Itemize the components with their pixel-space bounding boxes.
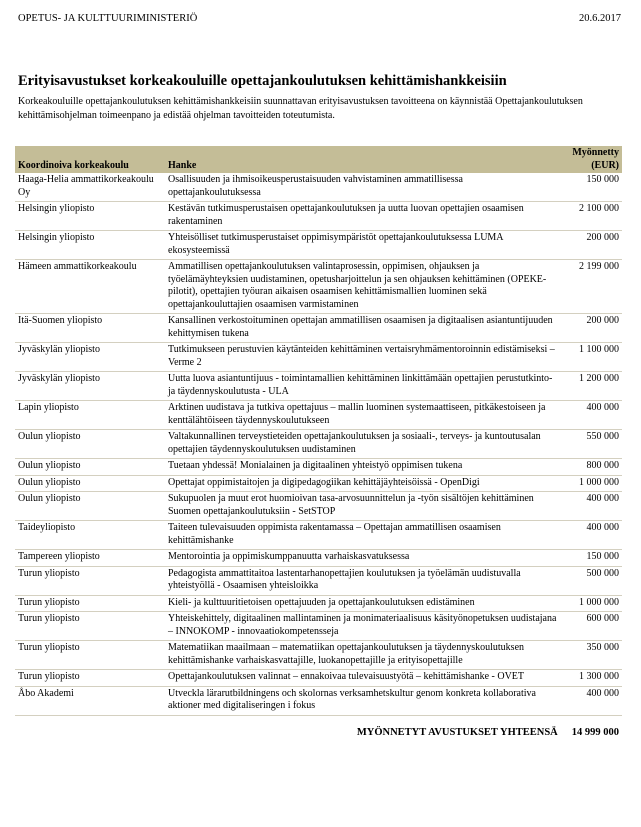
row-amount: 800 000 [560, 459, 622, 476]
row-project: Sukupuolen ja muut erot huomioivan tasa-arvosuunnittelun ja -työn sisältöjen kehittäminen Suomen opettajankoulutuksiin - SetSTOP [165, 492, 560, 521]
document-date: 20.6.2017 [579, 13, 621, 24]
row-project: Kestävän tutkimusperustaisen opettajankoulutuksen ja uutta luovan opettajien osaamisen rakentaminen [165, 202, 560, 231]
row-amount: 1 200 000 [560, 372, 622, 401]
row-project: Yhteisölliset tutkimusperustaiset oppimisympäristöt opettajankoulutuksessa LUMA ekosysteemissä [165, 231, 560, 260]
table-row [15, 641, 622, 670]
row-amount: 1 300 000 [560, 670, 622, 687]
row-coordinator: Turun yliopisto [15, 641, 165, 670]
row-amount: 1 100 000 [560, 343, 622, 372]
table-row [15, 314, 622, 343]
table-row [15, 521, 622, 550]
header-coordinator: Koordinoiva korkeakoulu [15, 146, 165, 173]
table-row [15, 612, 622, 641]
row-amount: 550 000 [560, 430, 622, 459]
row-coordinator: Turun yliopisto [15, 670, 165, 687]
row-amount: 200 000 [560, 314, 622, 343]
row-amount: 400 000 [560, 686, 622, 715]
table-row [15, 566, 622, 595]
row-project: Uutta luova asiantuntijuus - toimintamallien kehittäminen linkittämään opettajien perustutkinto- ja täydennyskoulutusta - ULA [165, 372, 560, 401]
table-row [15, 231, 622, 260]
row-project: Ammatillisen opettajankoulutuksen valintaprosessin, oppimisen, ohjauksen ja työelämäyhteyksien uudistaminen, opetusharjoittelun ja sen ohjauksen kehittäminen (OPEKE-pilotit), opettajien työuran aikaisen osaamisen kehittämismallien luominen sekä opettajankouluttajien osaamisen varmistaminen [165, 260, 560, 314]
table-row [15, 202, 622, 231]
row-coordinator: Turun yliopisto [15, 566, 165, 595]
table-header-row [15, 146, 622, 173]
table-row [15, 401, 622, 430]
row-amount: 1 000 000 [560, 595, 622, 612]
row-coordinator: Haaga-Helia ammattikorkeakoulu Oy [15, 173, 165, 202]
row-coordinator: Åbo Akademi [15, 686, 165, 715]
row-project: Matematiikan maailmaan – matematiikan opettajankoulutuksen ja täydennyskoulutuksen kehittämishanke varhaiskasvattajille, luokanopettajille ja erityisopettajille [165, 641, 560, 670]
row-coordinator: Turun yliopisto [15, 595, 165, 612]
row-project: Mentorointia ja oppimiskumppanuutta varhaiskasvatuksessa [165, 550, 560, 567]
table-row [15, 459, 622, 476]
table-row [15, 260, 622, 314]
header-amount: Myönnetty (EUR) [560, 146, 622, 173]
table-row [15, 475, 622, 492]
row-amount: 200 000 [560, 231, 622, 260]
table-row [15, 372, 622, 401]
row-project: Kieli- ja kulttuuritietoisen opettajuuden ja opettajankoulutuksen edistäminen [165, 595, 560, 612]
row-coordinator: Oulun yliopisto [15, 492, 165, 521]
document-title: Erityisavustukset korkeakouluille opettajankoulutuksen kehittämishankkeisiin [18, 73, 507, 89]
row-project: Arktinen uudistava ja tutkiva opettajuus – mallin luominen systemaattiseen, pitkäkestoiseen ja kenttälähtöiseen täydennyskoulutukseen [165, 401, 560, 430]
row-coordinator: Helsingin yliopisto [15, 231, 165, 260]
row-amount: 150 000 [560, 173, 622, 202]
table-row [15, 670, 622, 687]
table-row [15, 550, 622, 567]
row-amount: 2 199 000 [560, 260, 622, 314]
row-coordinator: Itä-Suomen yliopisto [15, 314, 165, 343]
row-coordinator: Lapin yliopisto [15, 401, 165, 430]
row-amount: 2 100 000 [560, 202, 622, 231]
total-row [357, 727, 619, 738]
row-coordinator: Taideyliopisto [15, 521, 165, 550]
row-amount: 400 000 [560, 521, 622, 550]
ministry-name: OPETUS- JA KULTTUURIMINISTERIÖ [18, 13, 198, 24]
row-coordinator: Hämeen ammattikorkeakoulu [15, 260, 165, 314]
table-row [15, 595, 622, 612]
total-label: MYÖNNETYT AVUSTUKSET YHTEENSÄ [356, 727, 558, 738]
row-project: Yhteiskehittely, digitaalinen mallintaminen ja monimateriaalisuus käsityönopetuksen uudistajana – INNOKOMP - innovaatiokompetensseja [165, 612, 560, 641]
grants-table [15, 146, 622, 716]
row-project: Pedagogista ammattitaitoa lastentarhanopettajien koulutuksen ja työelämän uudistuvalla yhteistyöllä - Osaamisen yhteisloikka [165, 566, 560, 595]
total-value: 14 999 000 [571, 727, 619, 738]
table-row [15, 492, 622, 521]
header-project: Hanke [165, 146, 560, 173]
row-project: Kansallinen verkostoituminen opettajan ammatillisen osaamisen ja digitaalisen asiantuntijuuden kehittymisen tukena [165, 314, 560, 343]
row-coordinator: Oulun yliopisto [15, 430, 165, 459]
row-amount: 500 000 [560, 566, 622, 595]
table-row [15, 343, 622, 372]
table-row [15, 430, 622, 459]
row-amount: 350 000 [560, 641, 622, 670]
row-coordinator: Oulun yliopisto [15, 475, 165, 492]
row-amount: 400 000 [560, 401, 622, 430]
row-project: Tuetaan yhdessä! Monialainen ja digitaalinen yhteistyö oppimisen tukena [165, 459, 560, 476]
row-project: Utveckla lärarutbildningens och skolornas verksamhetskultur genom konkreta kollaborativa aktioner med digitaliseringen i fokus [165, 686, 560, 715]
intro-paragraph: Korkeakouluille opettajankoulutuksen kehittämishankkeisiin suunnattavan erityisavustuksen tavoitteena on käynnistää Opettajankoulutuksen kehittämisohjelman toimeenpano ja edistää ohjelman tavoitteiden toteutumista. [18, 96, 583, 121]
row-project: Valtakunnallinen terveystieteiden opettajankoulutuksen ja sosiaali-, terveys- ja kuntoutusalan opettajien täydennyskoulutuksen uudistaminen [165, 430, 560, 459]
row-amount: 150 000 [560, 550, 622, 567]
row-project: Osallisuuden ja ihmisoikeusperustaisuuden vahvistaminen ammatillisessa opettajankoulutuksessa [165, 173, 560, 202]
row-coordinator: Helsingin yliopisto [15, 202, 165, 231]
table-row [15, 173, 622, 202]
row-project: Opettajankoulutuksen valinnat – ennakoivaa tulevaisuustyötä – kehittämishanke - OVET [165, 670, 560, 687]
row-amount: 600 000 [560, 612, 622, 641]
row-amount: 400 000 [560, 492, 622, 521]
table-row [15, 686, 622, 715]
row-project: Taiteen tulevaisuuden oppimista rakentamassa – Opettajan ammatillisen osaamisen kehittämishanke [165, 521, 560, 550]
row-coordinator: Jyväskylän yliopisto [15, 372, 165, 401]
row-project: Opettajat oppimistaitojen ja digipedagogiikan kehittäjäyhteisöissä - OpenDigi [165, 475, 560, 492]
page-header [18, 13, 621, 27]
table-body [15, 173, 622, 715]
row-coordinator: Oulun yliopisto [15, 459, 165, 476]
row-coordinator: Turun yliopisto [15, 612, 165, 641]
row-coordinator: Jyväskylän yliopisto [15, 343, 165, 372]
row-amount: 1 000 000 [560, 475, 622, 492]
row-coordinator: Tampereen yliopisto [15, 550, 165, 567]
row-project: Tutkimukseen perustuvien käytänteiden kehittäminen vertaisryhmämentoroinnin edistämiseksi – Verme 2 [165, 343, 560, 372]
